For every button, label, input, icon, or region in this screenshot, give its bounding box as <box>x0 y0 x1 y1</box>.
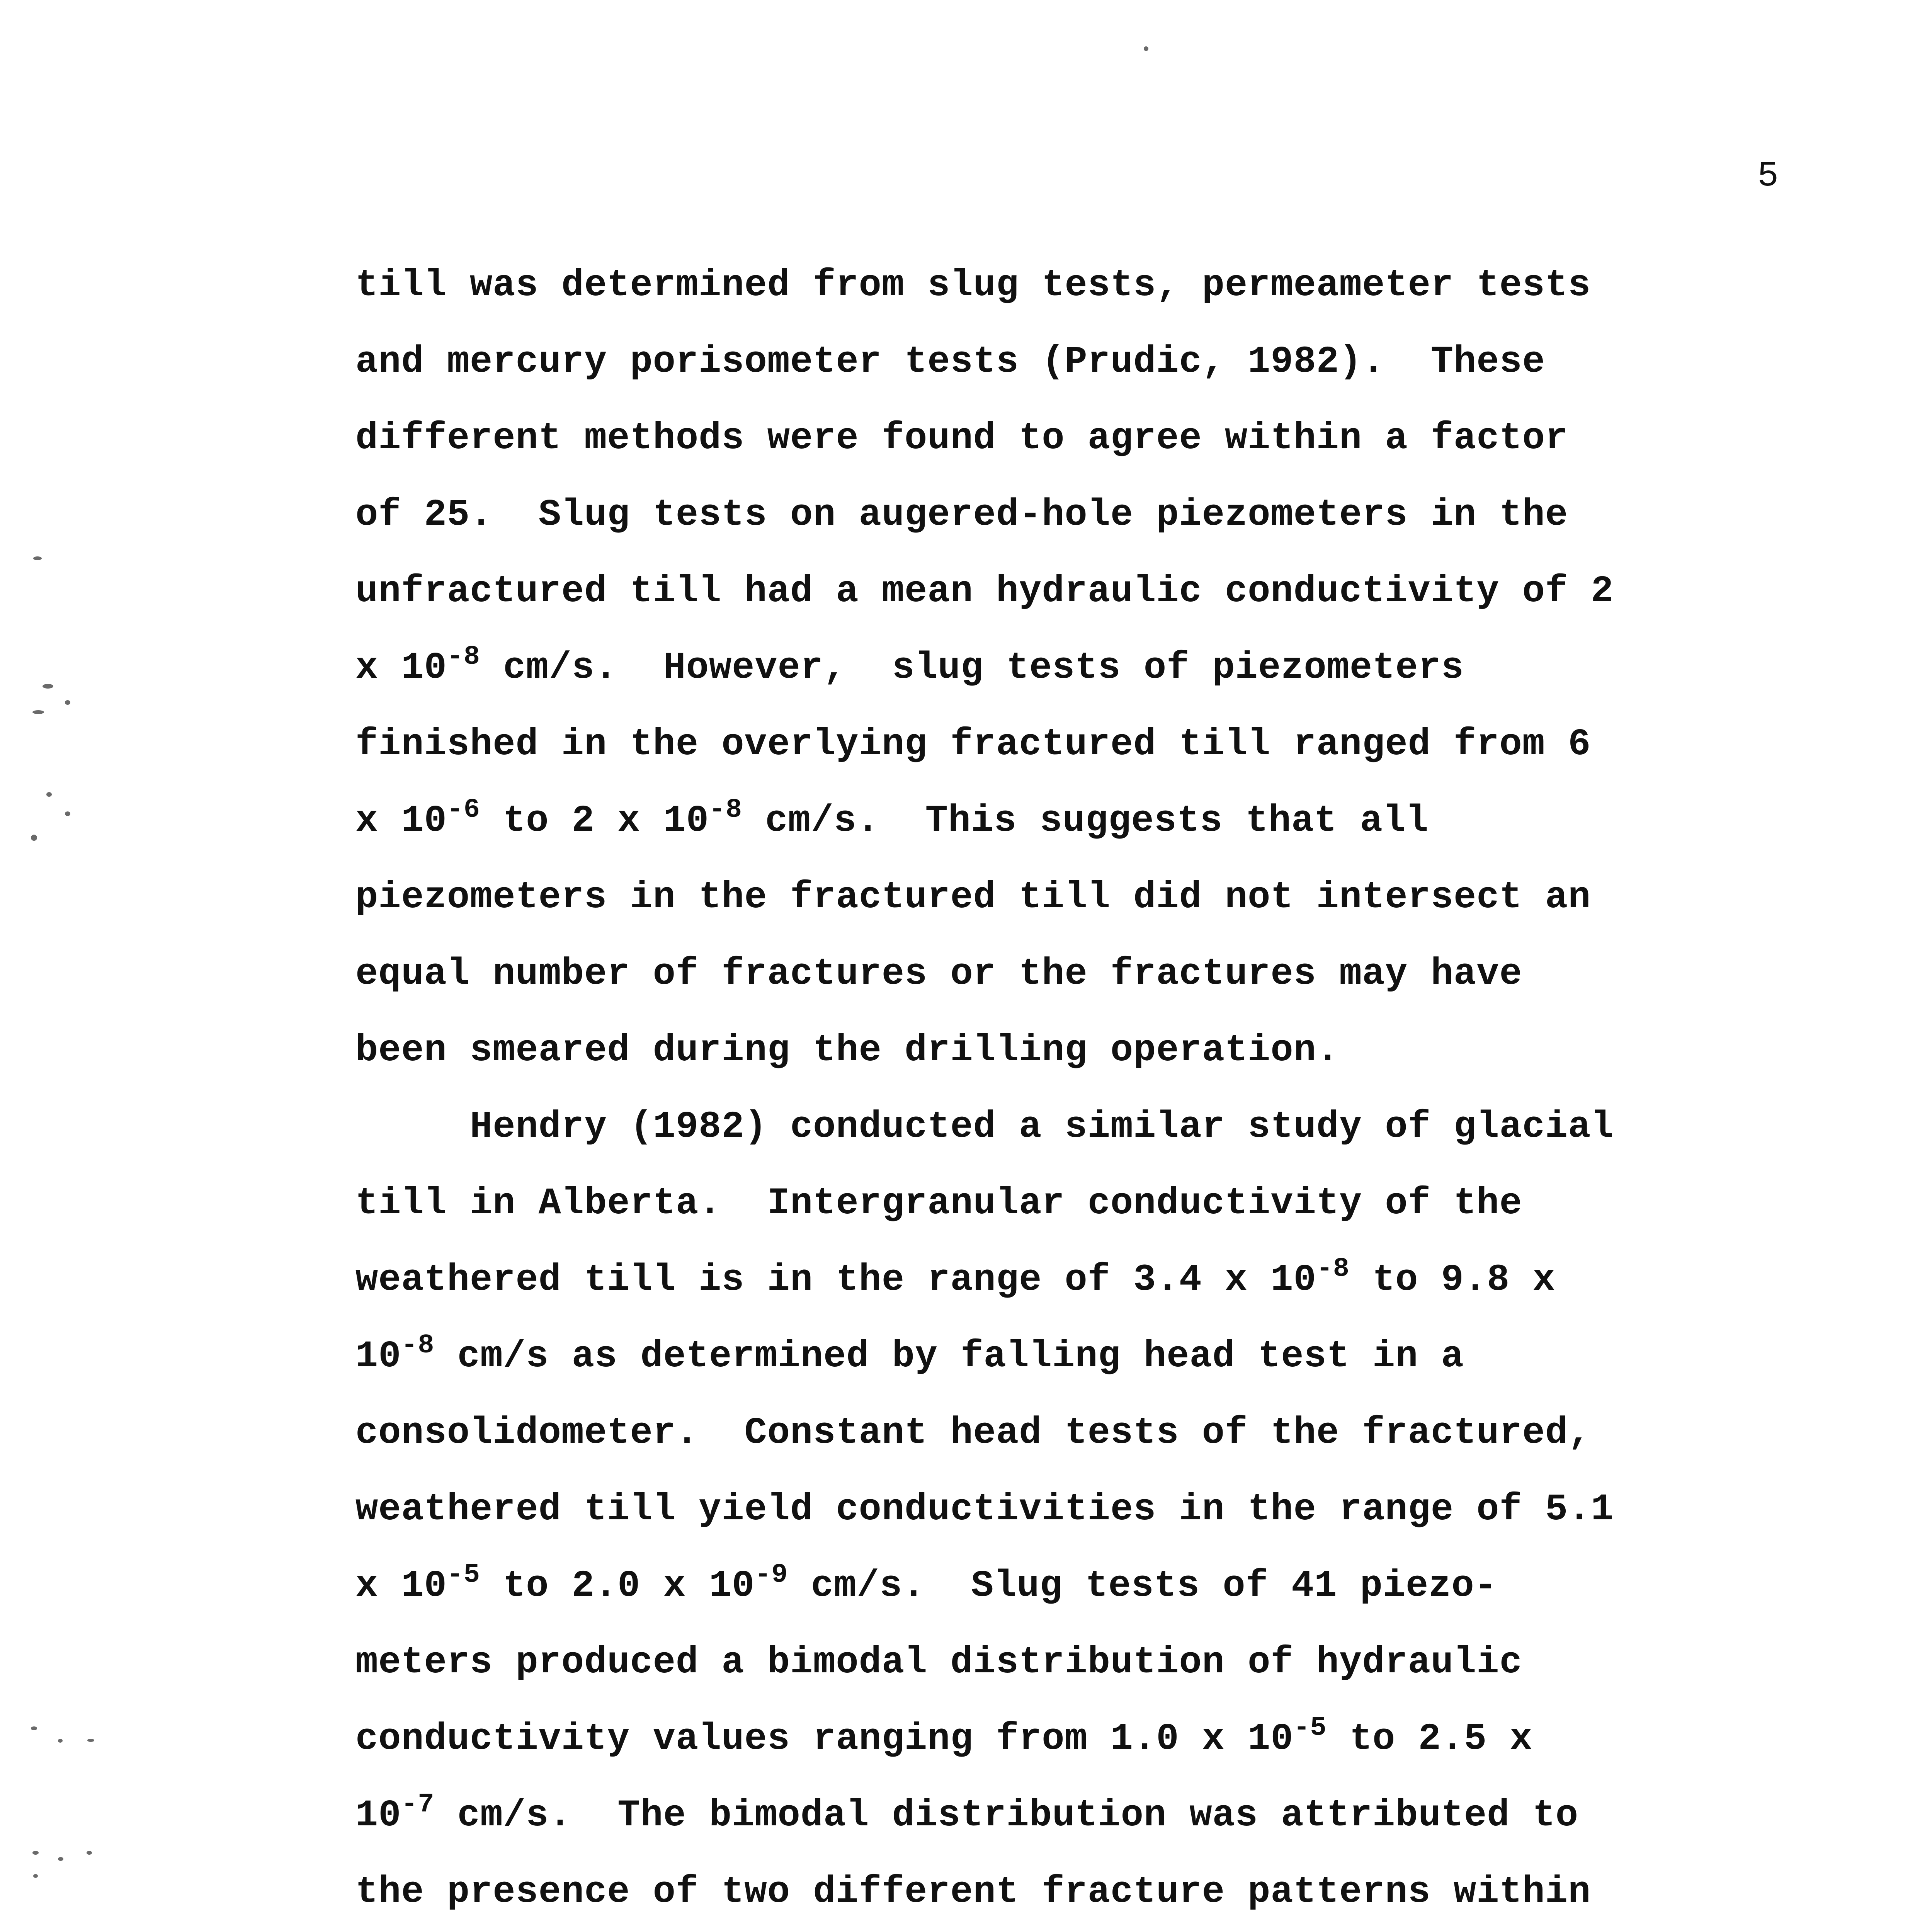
text-segment: meters produced a bimodal distribution of hydraulic <box>355 1641 1522 1684</box>
text-segment: to 2 x 10 <box>480 800 709 842</box>
text-line <box>355 1395 1669 1471</box>
text-segment: x 10 <box>355 647 447 689</box>
text-line <box>355 706 1669 783</box>
text-segment: x 10 <box>355 800 447 842</box>
text-segment: finished in the overlying fractured till ranged from 6 <box>355 723 1591 766</box>
scan-speck <box>32 1851 39 1855</box>
exponent: -6 <box>447 795 480 825</box>
text-segment: cm/s as determined by falling head test in a <box>434 1335 1464 1378</box>
text-line <box>355 324 1669 400</box>
scan-speck <box>46 792 52 797</box>
text-segment: Hendry (1982) conducted a similar study of glacial <box>355 1106 1614 1148</box>
text-line <box>355 936 1669 1012</box>
exponent: -7 <box>401 1789 435 1820</box>
text-segment: weathered till yield conductivities in the range of 5.1 <box>355 1488 1614 1531</box>
scan-speck <box>58 1857 63 1861</box>
text-line <box>355 1777 1669 1854</box>
exponent: -8 <box>709 795 742 825</box>
page-number: 5 <box>1757 156 1779 196</box>
text-segment: unfractured till had a mean hydraulic conductivity of 2 <box>355 570 1614 613</box>
scan-speck <box>33 556 42 560</box>
text-segment: of 25. Slug tests on augered-hole piezometers in the <box>355 494 1568 536</box>
scan-speck <box>87 1851 92 1855</box>
text-segment: conductivity values ranging from 1.0 x 10 <box>355 1718 1294 1760</box>
text-segment: 10 <box>355 1335 401 1378</box>
text-segment: 10 <box>355 1794 401 1837</box>
text-line <box>355 1165 1669 1242</box>
text-line <box>355 1012 1669 1089</box>
text-line <box>355 400 1669 477</box>
text-segment: been smeared during the drilling operation. <box>355 1029 1340 1072</box>
text-line <box>355 630 1669 706</box>
text-segment: the presence of two different fracture patterns within <box>355 1871 1591 1913</box>
text-segment: to 2.5 x <box>1327 1718 1533 1760</box>
text-segment: consolidometer. Constant head tests of the fractured, <box>355 1412 1591 1454</box>
exponent: -8 <box>1316 1254 1350 1284</box>
scan-speck <box>65 811 70 816</box>
body-text <box>355 247 1669 1932</box>
text-segment: different methods were found to agree within a factor <box>355 417 1568 460</box>
text-line <box>355 1701 1669 1777</box>
scan-speck <box>32 710 44 714</box>
text-segment: cm/s. This suggests that all <box>742 800 1429 842</box>
text-segment: weathered till is in the range of 3.4 x 10 <box>355 1259 1316 1301</box>
text-line <box>355 1930 1669 1932</box>
text-line <box>355 1548 1669 1624</box>
scan-speck <box>43 684 53 689</box>
text-line <box>355 1318 1669 1395</box>
text-line <box>355 553 1669 630</box>
text-segment: piezometers in the fractured till did not intersect an <box>355 876 1591 919</box>
scan-speck <box>87 1739 94 1742</box>
text-line <box>355 783 1669 859</box>
text-line <box>355 1242 1669 1318</box>
text-line <box>355 1854 1669 1930</box>
exponent: -5 <box>447 1560 480 1590</box>
text-line <box>355 1089 1669 1165</box>
exponent: -8 <box>447 642 480 672</box>
text-segment: cm/s. However, slug tests of piezometers <box>480 647 1464 689</box>
scan-speck <box>31 1726 37 1730</box>
text-segment: to 2.0 x 10 <box>480 1565 755 1607</box>
scan-speck <box>65 700 70 705</box>
exponent: -9 <box>755 1560 788 1590</box>
scan-speck <box>33 1874 38 1878</box>
scan-speck <box>1144 46 1148 51</box>
text-segment: till in Alberta. Intergranular conductivity of the <box>355 1182 1522 1225</box>
text-segment: x 10 <box>355 1565 447 1607</box>
scan-speck <box>58 1739 63 1743</box>
text-segment: and mercury porisometer tests (Prudic, 1982). These <box>355 341 1545 383</box>
text-line <box>355 247 1669 324</box>
text-segment: cm/s. Slug tests of 41 piezo- <box>788 1565 1497 1607</box>
text-segment: till was determined from slug tests, permeameter tests <box>355 264 1591 307</box>
exponent: -8 <box>401 1330 435 1361</box>
text-line <box>355 1624 1669 1701</box>
scan-speck <box>31 835 37 841</box>
text-line <box>355 477 1669 553</box>
text-segment: equal number of fractures or the fractures may have <box>355 953 1522 995</box>
text-line <box>355 859 1669 936</box>
text-line <box>355 1471 1669 1548</box>
text-segment: to 9.8 x <box>1349 1259 1556 1301</box>
text-segment: cm/s. The bimodal distribution was attributed to <box>434 1794 1578 1837</box>
exponent: -5 <box>1293 1713 1327 1743</box>
